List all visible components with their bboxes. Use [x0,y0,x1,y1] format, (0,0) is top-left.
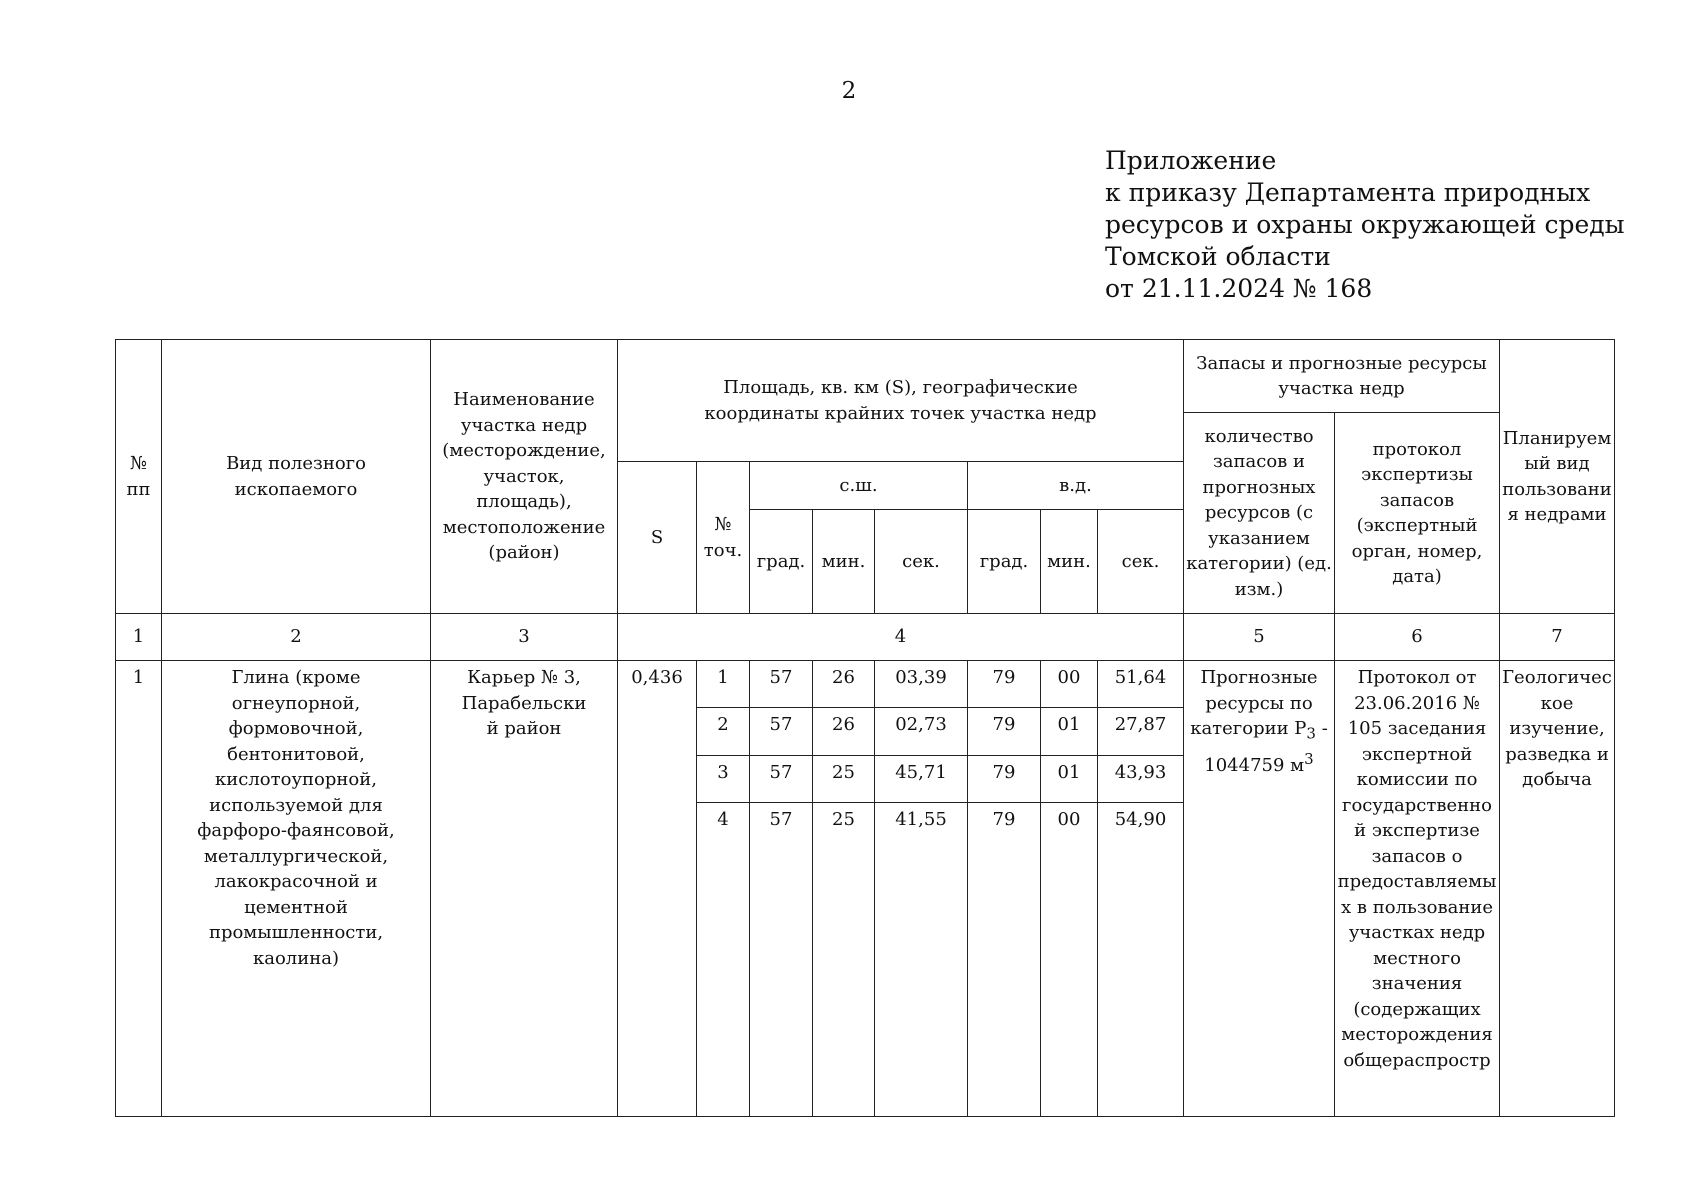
column-number: 5 [1184,614,1335,661]
row-site: Карьер № 3, Парабельский район [431,661,618,1117]
header-s: S [618,462,697,614]
reserves-amount: - 1044759 м [1204,718,1328,777]
appendix-line: ресурсов и охраны окружающей среды [1105,210,1625,239]
row-no: 1 [116,661,162,1117]
row-mineral: Глина (кроме огнеупорной, формовочной, бентонитовой, кислотоупорной, используемой для фарфоро-фаянсовой, металлургической, лакокрасочной и цементной промышленности, каолина) [162,661,431,1117]
header-lon: в.д. [968,462,1184,509]
header-site: Наименование участка недр (месторождение, участок, площадь), местоположение (район) [431,340,618,614]
header-area-coords: Площадь, кв. км (S), географические координаты крайних точек участка недр [618,340,1184,462]
column-number: 4 [618,614,1184,661]
header-lat-sec: сек. [875,509,968,613]
header-lon-deg: град. [968,509,1041,613]
header-protocol: протокол экспертизы запасов (экспертный орган, номер, дата) [1335,413,1500,614]
point-number: 1 [697,661,750,708]
point-lat-sec: 03,39 [875,661,968,708]
header-lat-deg: град. [750,509,813,613]
header-lat-min: мин. [813,509,875,613]
header-lon-sec: сек. [1098,509,1184,613]
table-row [116,661,1615,708]
header-lon-min: мин. [1041,509,1098,613]
appendix-line: Приложение [1105,146,1277,175]
reserves-category-subscript: 3 [1306,724,1316,743]
column-number: 7 [1500,614,1615,661]
row-protocol: Протокол от 23.06.2016 № 105 заседания экспертной комиссии по государственной экспертизе запасов о предоставляемых в пользование участках недр местного значения (содержащих месторождения общераспростр [1335,661,1500,1117]
point-lon-min: 00 [1041,661,1098,708]
point-lat-deg: 57 [750,802,813,1116]
header-lat: с.ш. [750,462,968,509]
point-lat-min: 26 [813,661,875,708]
row-reserves [1184,661,1335,1117]
column-number: 1 [116,614,162,661]
point-lat-sec: 02,73 [875,708,968,755]
point-lon-deg: 79 [968,755,1041,802]
point-lat-min: 26 [813,708,875,755]
column-number-row [116,614,1615,661]
point-lon-min: 01 [1041,755,1098,802]
row-planned-use: Геологическое изучение, разведка и добыча [1500,661,1615,1117]
point-lon-min: 00 [1041,802,1098,1116]
point-lon-deg: 79 [968,661,1041,708]
header-row-1 [116,340,1615,413]
header-no: № пп [116,340,162,614]
point-lat-deg: 57 [750,661,813,708]
page-number: 2 [841,78,857,104]
row-area-s: 0,436 [618,661,697,1117]
point-lon-min: 01 [1041,708,1098,755]
column-number: 6 [1335,614,1500,661]
point-lat-deg: 57 [750,708,813,755]
point-number: 3 [697,755,750,802]
subsoil-table [115,339,1615,1117]
reserves-unit-superscript: 3 [1304,750,1314,769]
point-number: 2 [697,708,750,755]
appendix-block [1105,145,1625,305]
point-lat-min: 25 [813,755,875,802]
header-reserves-qty: количество запасов и прогнозных ресурсов (с указанием категории) (ед. изм.) [1184,413,1335,614]
point-lat-deg: 57 [750,755,813,802]
column-number: 2 [162,614,431,661]
point-lat-min: 25 [813,802,875,1116]
point-lat-sec: 45,71 [875,755,968,802]
point-number: 4 [697,802,750,1116]
column-number: 3 [431,614,618,661]
header-planned-use: Планируемый вид пользования недрами [1500,340,1615,614]
reserves-text: Прогнозные ресурсы по категории P [1190,667,1318,740]
appendix-line: к приказу Департамента природных [1105,178,1591,207]
point-lon-sec: 54,90 [1098,802,1184,1116]
header-reserves: Запасы и прогнозные ресурсы участка недр [1184,340,1500,413]
point-lon-deg: 79 [968,708,1041,755]
point-lon-sec: 43,93 [1098,755,1184,802]
header-mineral: Вид полезного ископаемого [162,340,431,614]
header-point-no: № точ. [697,462,750,614]
appendix-line: от 21.11.2024 № 168 [1105,274,1373,303]
point-lon-sec: 27,87 [1098,708,1184,755]
point-lon-sec: 51,64 [1098,661,1184,708]
appendix-line: Томской области [1105,242,1331,271]
point-lon-deg: 79 [968,802,1041,1116]
point-lat-sec: 41,55 [875,802,968,1116]
